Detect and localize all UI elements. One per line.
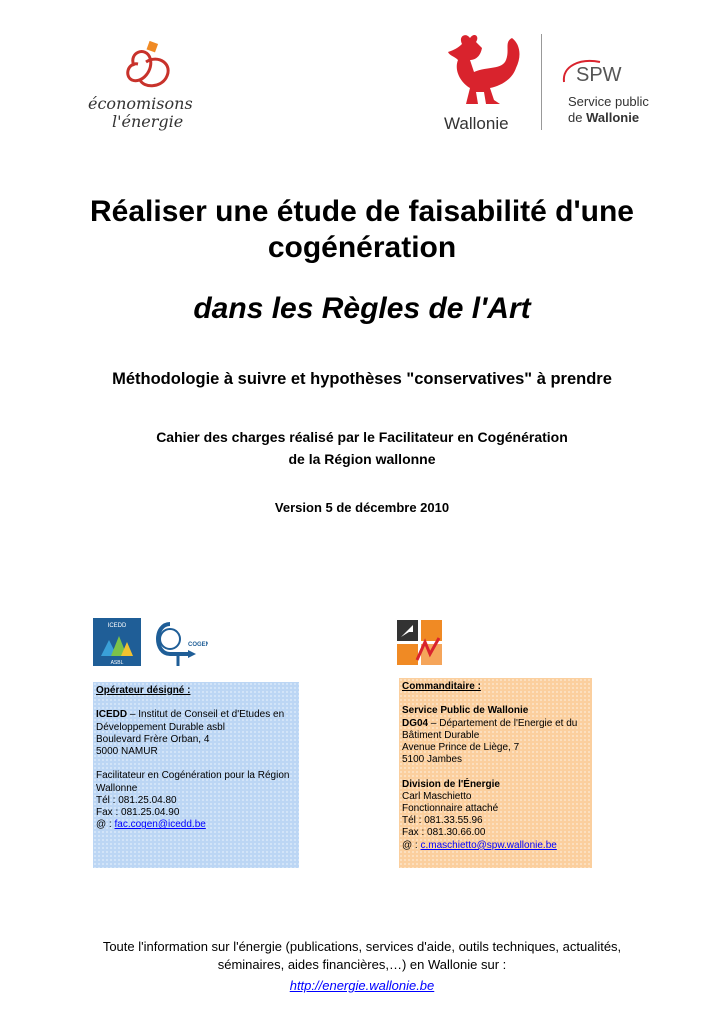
operator-org-bold: ICEDD <box>96 709 128 721</box>
spw-line1: Service public <box>568 94 649 109</box>
energie-wallonie-link[interactable]: http://energie.wallonie.be <box>289 978 435 993</box>
operator-org-rest: – Institut de Conseil et d'Etudes en Développement Durable asbl <box>96 709 285 733</box>
operator-email-row <box>96 819 296 831</box>
sponsor-org: Service Public de Wallonie <box>402 705 529 717</box>
spw-line2 <box>568 110 639 125</box>
cogen-logo <box>148 620 208 668</box>
operator-org <box>96 709 296 733</box>
sponsor-email-link[interactable]: c.maschietto@spw.wallonie.be <box>420 839 557 851</box>
operator-address2: 5000 NAMUR <box>96 746 158 758</box>
sponsor-email-row <box>402 840 589 852</box>
sponsor-address2: 5100 Jambes <box>402 754 463 766</box>
cahier-line1: Cahier des charges réalisé par le Facilitateur en Cogénération <box>156 429 568 445</box>
economisons-swirl-icon <box>88 40 218 96</box>
icedd-logo <box>93 618 141 666</box>
title-line2: cogénération <box>267 231 457 264</box>
sponsor-email-prefix: @ : <box>402 839 421 851</box>
operator-tel: Tél : 081.25.04.80 <box>96 794 177 806</box>
page-subtitle: dans les Règles de l'Art <box>193 292 531 325</box>
logo-line2: l'énergie <box>112 112 184 131</box>
cahier-line2: de la Région wallonne <box>288 451 436 467</box>
spw-line2-prefix: de <box>568 110 583 125</box>
operator-box <box>93 682 299 868</box>
methodology-heading: Méthodologie à suivre et hypothèses "conservatives" à prendre <box>112 370 612 388</box>
sponsor-tel: Tél : 081.33.55.96 <box>402 815 483 827</box>
sponsor-heading: Commanditaire : <box>402 681 481 692</box>
cogen-text: COGEN <box>188 642 208 648</box>
spw-logo <box>560 56 660 126</box>
operator-fax: Fax : 081.25.04.90 <box>96 807 180 819</box>
economisons-energie-logo <box>88 40 218 132</box>
spw-mark-icon <box>560 56 660 90</box>
page-title <box>60 194 664 266</box>
logo-divider <box>541 34 542 130</box>
sponsor-division: Division de l'Énergie <box>402 778 500 790</box>
sponsor-dept-rest: – Département de l'Energie et du Bâtiment Durable <box>402 717 578 741</box>
energy-division-logo <box>397 620 443 666</box>
wallonie-logo <box>440 30 540 134</box>
sponsor-box <box>399 678 592 868</box>
icedd-icon <box>93 618 141 666</box>
icedd-top-text: ICEDD <box>107 623 127 629</box>
sponsor-address1: Avenue Prince de Liège, 7 <box>402 742 520 754</box>
sponsor-dept <box>402 718 589 742</box>
energy-tiles-icon <box>397 620 443 666</box>
operator-email-prefix: @ : <box>96 819 115 831</box>
title-line1: Réaliser une étude de faisabilité d'une <box>90 195 634 228</box>
spw-abbr: SPW <box>576 64 622 86</box>
footer-text <box>60 938 664 974</box>
operator-heading: Opérateur désigné : <box>96 685 191 696</box>
cogen-icon <box>148 620 208 668</box>
wallonie-label: Wallonie <box>444 114 509 133</box>
icedd-bottom-text: ASBL <box>110 660 124 666</box>
footer-line1: Toute l'information sur l'énergie (publications, services d'aide, outils techniques, actualités, <box>102 939 622 954</box>
operator-address1: Boulevard Frère Orban, 4 <box>96 733 210 745</box>
sponsor-contact-role: Fonctionnaire attaché <box>402 803 499 815</box>
rooster-icon <box>440 30 530 110</box>
version-label: Version 5 de décembre 2010 <box>274 500 450 515</box>
cahier-heading <box>60 426 664 470</box>
sponsor-fax: Fax : 081.30.66.00 <box>402 827 486 839</box>
sponsor-contact-name: Carl Maschietto <box>402 790 472 802</box>
sponsor-dept-bold: DG04 <box>402 717 429 729</box>
logo-line1: économisons <box>88 94 193 113</box>
footer-line2: séminaires, aides financières,…) en Wallonie sur : <box>217 957 507 972</box>
operator-role: Facilitateur en Cogénération pour la Région Wallonne <box>96 770 290 794</box>
operator-email-link[interactable]: fac.cogen@icedd.be <box>114 819 206 831</box>
spw-line2-bold: Wallonie <box>586 110 640 125</box>
